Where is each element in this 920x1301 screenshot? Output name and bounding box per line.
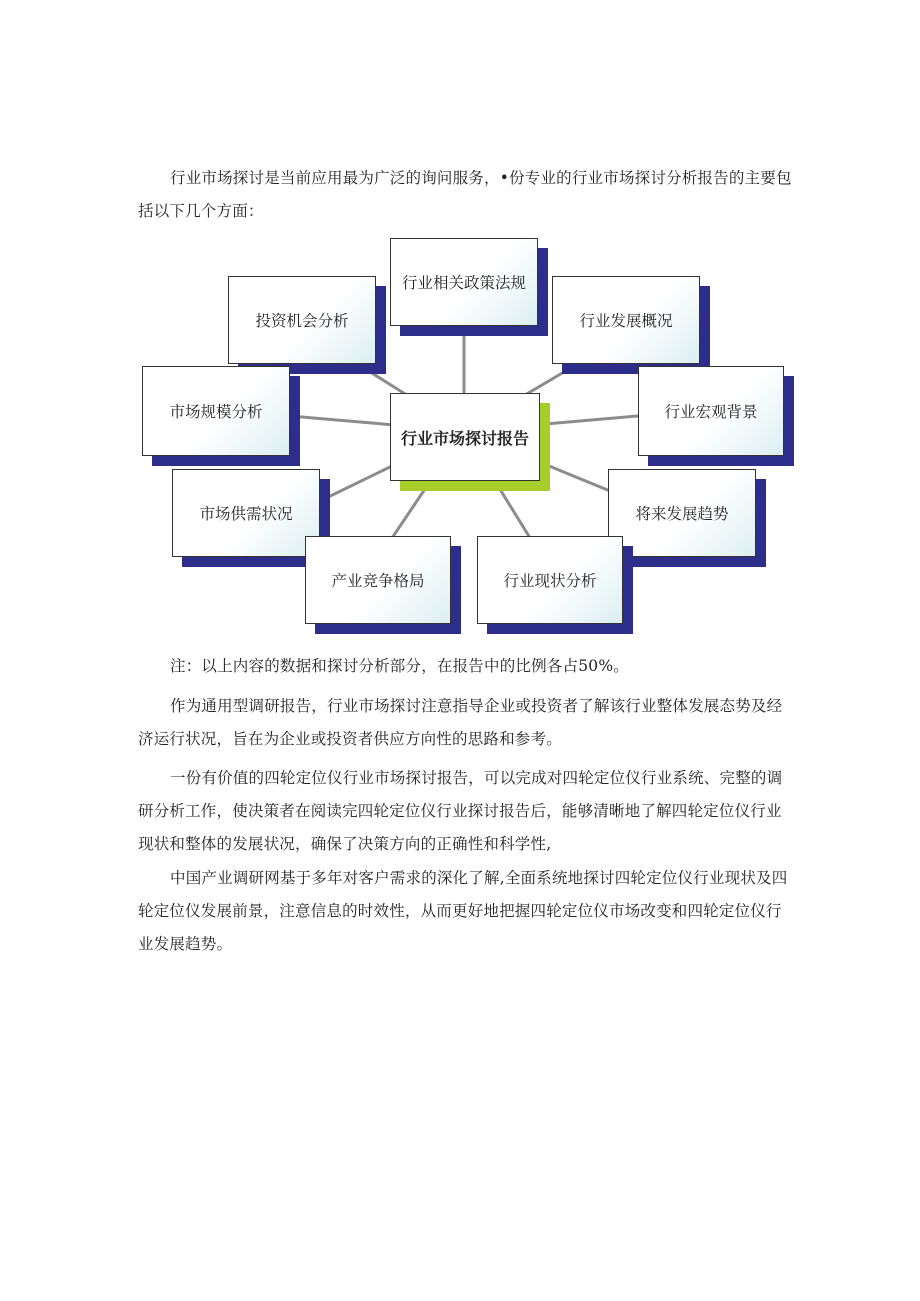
node-supply: 市场供需状况 — [172, 469, 320, 557]
node-scale: 市场规模分析 — [142, 366, 290, 456]
node-policy: 行业相关政策法规 — [390, 238, 538, 326]
intro-paragraph: 行业市场探讨是当前应用最为广泛的询问服务，•份专业的行业市场探讨分析报告的主要包括以下几个方面： — [138, 169, 792, 220]
node-competition: 产业竞争格局 — [305, 536, 451, 624]
node-trend: 将来发展趋势 — [608, 469, 756, 557]
paragraph-2: 一份有价值的四轮定位仪行业市场探讨报告，可以完成对四轮定位仪行业系统、完整的调研分析工作，使决策者在阅读完四轮定位仪行业探讨报告后，能够清晰地了解四轮定位仪行业现状和整体的发展状况，确保了决策方向的正确性和科学性, — [138, 769, 783, 853]
node-center: 行业市场探讨报告 — [390, 393, 540, 481]
report-structure-diagram — [140, 236, 792, 636]
paragraph-3: 中国产业调研网基于多年对客户需求的深化了解,全面系统地探讨四轮定位仪行业现状及四轮定位仪发展前景，注意信息的时效性，从而更好地把握四轮定位仪市场改变和四轮定位仪行业发展趋势。 — [138, 869, 788, 953]
paragraph-1: 作为通用型调研报告，行业市场探讨注意指导企业或投资者了解该行业整体发展态势及经济运行状况，旨在为企业或投资者供应方向性的思路和参考。 — [138, 697, 783, 748]
node-development: 行业发展概况 — [552, 276, 700, 364]
note-paragraph: 注：以上内容的数据和探讨分析部分，在报告中的比例各占50%。 — [170, 657, 629, 675]
node-status: 行业现状分析 — [477, 536, 623, 624]
node-investment: 投资机会分析 — [228, 276, 376, 364]
node-macro: 行业宏观背景 — [638, 366, 784, 456]
